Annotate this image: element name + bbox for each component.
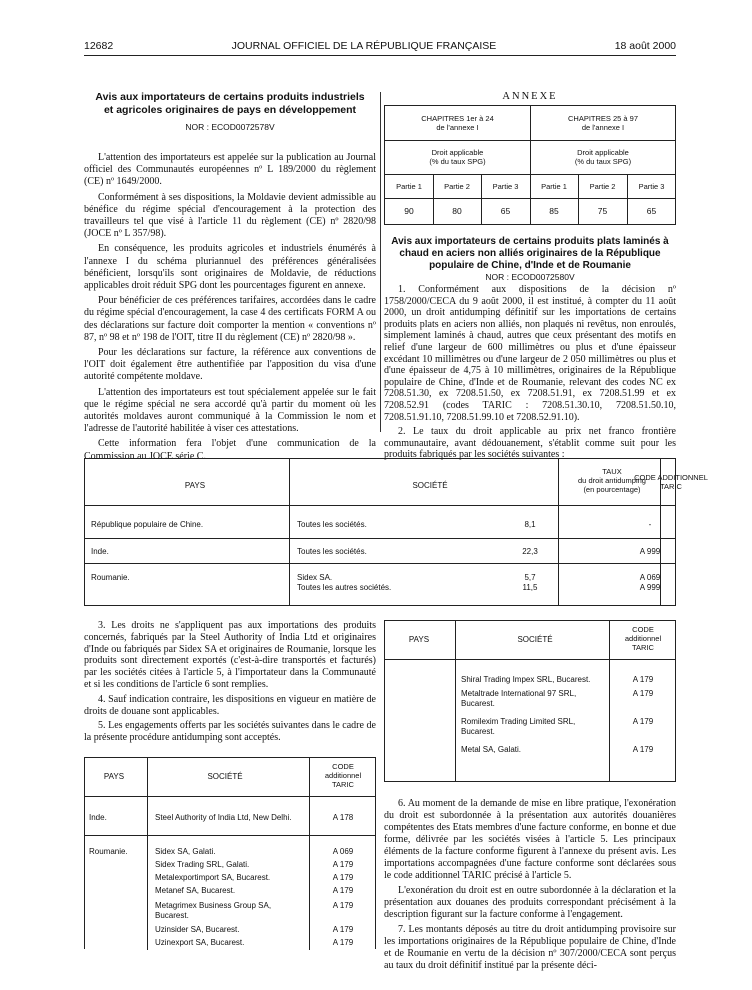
annex-part: Partie 3 — [492, 181, 519, 191]
rule — [85, 835, 375, 836]
table-cell: A 179 — [332, 925, 354, 934]
table-cell: - — [648, 520, 652, 529]
annex-value: 75 — [597, 206, 608, 216]
col-header-code: CODE ADDITIONNEL TARIC — [634, 473, 708, 491]
rule — [609, 621, 610, 781]
table-cell: 5,7 — [524, 573, 536, 582]
rule — [385, 174, 676, 175]
annex-value: 90 — [404, 206, 414, 216]
col-header-pays: PAYS — [103, 772, 125, 781]
annex-part: Partie 1 — [396, 181, 422, 191]
annex-part: Partie 2 — [444, 181, 470, 191]
rule — [558, 459, 559, 605]
paragraph: Pour les déclarations sur facture, la référence aux conventions de l'OIT doit également être authentifiée par l'apposition du visa d'une autorité compétente moldave. — [84, 347, 376, 383]
table-cell: A 179 — [332, 886, 354, 895]
annex-droit2: Droit applicable (% du taux SPG) — [574, 148, 632, 166]
table-cell: Toutes les sociétés. — [297, 520, 367, 529]
annex-value: 85 — [549, 206, 559, 216]
notice2-body — [384, 284, 676, 464]
table-cell: Metanef SA, Bucarest. — [155, 886, 236, 895]
notice2-title: Avis aux importateurs de certains produits plats laminés à chaud en aciers non alliés originaires de la République populaire de Chine, d'Inde et de Roumanie — [391, 236, 669, 271]
rule — [85, 563, 675, 564]
table-cell: Roumanie. — [89, 847, 128, 856]
column-divider — [380, 92, 381, 432]
col-header-societe: SOCIÉTÉ — [517, 635, 553, 644]
rule — [385, 140, 676, 141]
annex-value: 80 — [452, 206, 462, 216]
paragraph: 7. Les montants déposés au titre du droit antidumping provisoire sur les importations originaires de la République populaire de Chine, d'Inde et de Roumanie en vertu de la décision nº 307/2000/CECA sont perçus au taux du droit définitif institué par la présente déci- — [384, 924, 676, 971]
page-header — [84, 40, 676, 52]
table-cell: 22,3 — [522, 547, 538, 556]
rule — [147, 758, 148, 950]
annex-droit1: Droit applicable (% du taux SPG) — [429, 148, 486, 166]
table-cell: A 179 — [632, 745, 654, 754]
rule — [85, 796, 375, 797]
table-cell: République populaire de Chine. — [91, 520, 204, 529]
paragraph: Cette information fera l'objet d'une communication de la Commission au JOCE série C. — [84, 438, 376, 462]
table-cell: A 179 — [632, 675, 654, 684]
rule — [309, 758, 310, 950]
notice1-body — [84, 152, 376, 466]
table-cell: A 179 — [332, 938, 354, 947]
header-rule — [84, 55, 676, 56]
undertakings-table-continued — [384, 620, 676, 782]
paragraph: 6. Au moment de la demande de mise en libre pratique, l'exonération du droit est subordonnée à la présentation aux autorités douanières compétentes des Etats membres d'une facture conforme, en bonne et due forme, délivrée par les sociétés visées à l'article 5. Les principaux éléments de la facture conforme figurent à l'annexe du présent avis. Les importations accompagnées d'une facture conforme sont déclarées sous le code additionnel TARIC précisé à l'article 5. — [384, 798, 676, 881]
table-cell: Inde. — [91, 547, 109, 556]
duty-table — [84, 458, 708, 606]
table-cell: A 069 — [332, 847, 354, 856]
annex-part: Partie 1 — [541, 181, 567, 191]
table-cell: A 179 — [632, 717, 654, 726]
rule — [660, 459, 661, 605]
table-cell: A 069 — [639, 573, 661, 582]
table-cell: A 999 — [639, 547, 661, 556]
table-cell: Sidex SA, Galati. — [155, 847, 216, 856]
table-cell: Romilexim Trading Limited SRL, Bucarest. — [461, 717, 576, 736]
annex-value: 65 — [646, 206, 657, 216]
paragraph: 4. Sauf indication contraire, les dispositions en vigueur en matière de droits de douane sont applicables. — [84, 693, 376, 717]
rule — [385, 659, 675, 660]
col-header-societe: SOCIÉTÉ — [207, 772, 243, 781]
table-cell: A 179 — [632, 689, 654, 698]
rule — [289, 459, 290, 605]
table-cell: A 179 — [332, 860, 354, 869]
table-cell: 11,5 — [522, 583, 538, 592]
table-cell: Shiral Trading Impex SRL, Bucarest. — [461, 675, 591, 684]
annex-heading: ANNEXE — [502, 91, 558, 102]
table-cell: 8,1 — [524, 520, 536, 529]
rule — [481, 174, 482, 225]
table-cell: Metagrimex Business Group SA, Bucarest. — [155, 901, 272, 920]
table-cell: Inde. — [89, 813, 107, 822]
paragraph: L'exonération du droit est en outre subordonnée à la déclaration et la présentation aux douanes des produits correspondant précisément à la description figurant sur la facture conforme à l'engagement. — [384, 885, 676, 920]
rule — [85, 505, 675, 506]
rule — [530, 106, 531, 225]
annex-part: Partie 2 — [589, 181, 616, 191]
paragraph: 3. Les droits ne s'appliquent pas aux importations des produits concernés, fabriqués par la Steel Authority of India Ltd et originaires d'Inde ou fabriqués par Sidex SA et originaires de Roumanie, lorsque les produits sont directement exportés (c'est-à-dire transportés et facturés) par les sociétés citées à l'article 5, à l'importateur dans la Communauté et si les conditions de l'article 6 sont remplies. — [84, 620, 376, 690]
annex-value: 65 — [500, 206, 511, 216]
paragraph: 5. Les engagements offerts par les sociétés suivantes dans le cadre de la présente procédure antidumping sont acceptés. — [84, 720, 376, 744]
paragraph: Pour bénéficier de ces préférences tarifaires, accordées dans le cadre du régime spécial d'encouragement, la case 4 des certificats FORM A ou des déclarations sur facture doit comporter la mention « conventions nº 87, nº 98 et nº 198 de l'OIT, titre II du règlement (CE) nº 2820/98 ». — [84, 295, 376, 343]
undertakings-table — [84, 757, 376, 949]
annex-group2: CHAPITRES 25 à 97 de l'annexe I — [567, 114, 639, 132]
annex-table — [384, 105, 676, 225]
table-cell: Steel Authority of India Ltd, New Delhi. — [155, 813, 292, 822]
articles-6-7 — [384, 798, 676, 975]
col-header-code: CODE additionnel TARIC — [624, 625, 662, 652]
table-cell: Metal SA, Galati. — [461, 745, 522, 754]
paragraph: 2. Le taux du droit applicable au prix net franco frontière communautaire, avant dédouanement, s'établit comme suit pour les produits fabriqués par les sociétés suivantes : — [384, 426, 676, 461]
rule — [578, 174, 579, 225]
col-header-pays: PAYS — [408, 635, 430, 644]
paragraph: Conformément à ses dispositions, la Moldavie devient admissible au bénéfice du régime spécial d'encouragement à la protection des travailleurs tel que visé à l'article 11 du règlement (CE) nº 2820/98 (JOCE nº L 357/98). — [84, 191, 376, 240]
annex-part: Partie 3 — [638, 181, 665, 191]
table-cell: A 179 — [332, 901, 354, 910]
notice1-title: Avis aux importateurs de certains produits industriels et agricoles originaires de pays en développement — [95, 91, 365, 116]
col-header-pays: PAYS — [184, 481, 206, 490]
col-header-societe: SOCIÉTÉ — [412, 481, 448, 490]
articles-3-5 — [84, 620, 376, 747]
journal-title: JOURNAL OFFICIEL DE LA RÉPUBLIQUE FRANÇAISE — [231, 40, 497, 52]
paragraph: En conséquence, les produits agricoles et industriels énumérés à l'annexe I du schéma pluriannuel des préférences généralisées bénéficient, lorsqu'ils sont originaires de Moldavie, de réductions applicables droit réduit SPG dont les pourcentages figurent en annexe. — [84, 243, 376, 292]
rule — [85, 538, 675, 539]
paragraph: L'attention des importateurs est tout spécialement appelée sur le fait que le régime spécial ne sera accordé qu'à partir du moment où les autorités moldaves auront communiqué à la Commission le nom et l'adresse de l'autorité habilitée à viser ces attestations. — [84, 386, 376, 435]
rule — [627, 174, 628, 225]
rule — [455, 621, 456, 781]
notice2-nor: NOR : ECOD0072580V — [485, 272, 575, 282]
table-cell: Metalexportimport SA, Bucarest. — [155, 873, 271, 882]
rule — [385, 198, 676, 199]
col-header-taux: TAUX du droit antidumping (en pourcentage) — [578, 467, 646, 494]
table-cell: Sidex SA. — [297, 573, 333, 582]
col-header-code: CODE additionnel TARIC — [324, 762, 362, 789]
table-cell: Sidex Trading SRL, Galati. — [155, 860, 250, 869]
table-cell: Uzinsider SA, Bucarest. — [155, 925, 240, 934]
table-cell: Toutes les autres sociétés. — [297, 583, 392, 592]
table-cell: Uzinexport SA, Bucarest. — [155, 938, 245, 947]
rule — [433, 174, 434, 225]
paragraph: L'attention des importateurs est appelée sur la publication au Journal officiel des Communautés européennes nº L 189/2000 du règlement (CE) nº 1649/2000. — [84, 152, 376, 188]
table-cell: Metaltrade International 97 SRL, Bucarest. — [461, 689, 577, 708]
table-cell: Toutes les sociétés. — [297, 547, 367, 556]
table-cell: A 999 — [639, 583, 661, 592]
table-cell: A 179 — [332, 873, 354, 882]
issue-date: 18 août 2000 — [614, 40, 676, 52]
table-cell: A 178 — [332, 813, 354, 822]
paragraph: 1. Conformément aux dispositions de la décision nº 1758/2000/CECA du 9 août 2000, il est institué, à compter du 11 août 2000, un droit antidumping définitif sur les importations de certains produits plats en aciers non alliés, non plaqués ni revêtus, non enroulés, simplement laminés à chaud, autres que ceux présentant des motifs en relief d'une largeur de 600 millimètres ou plus et d'une épaisseur excédant 10 millimètres ou d'une largeur de 2 050 millimètres ou plus et d'une épaisseur de 4,75 à 10 millimètres, originaires de la République populaire de Chine, d'Inde et de Roumanie, relevant des codes NC ex 7208.51.30, ex 7208.51.50, ex 7208.51.91, ex 7208.51.99 et ex 7208.52.91 (codes TARIC : 7208.51.30.10, 7208.51.50.10, 7208.51.91.10, 7208.51.99.10 et 7208.52.91.10). — [384, 284, 676, 423]
table-cell: Roumanie. — [91, 573, 130, 582]
annex-group1: CHAPITRES 1er à 24 de l'annexe I — [421, 114, 494, 132]
notice1-nor: NOR : ECOD0072578V — [185, 122, 275, 132]
page-number: 12682 — [84, 40, 114, 52]
